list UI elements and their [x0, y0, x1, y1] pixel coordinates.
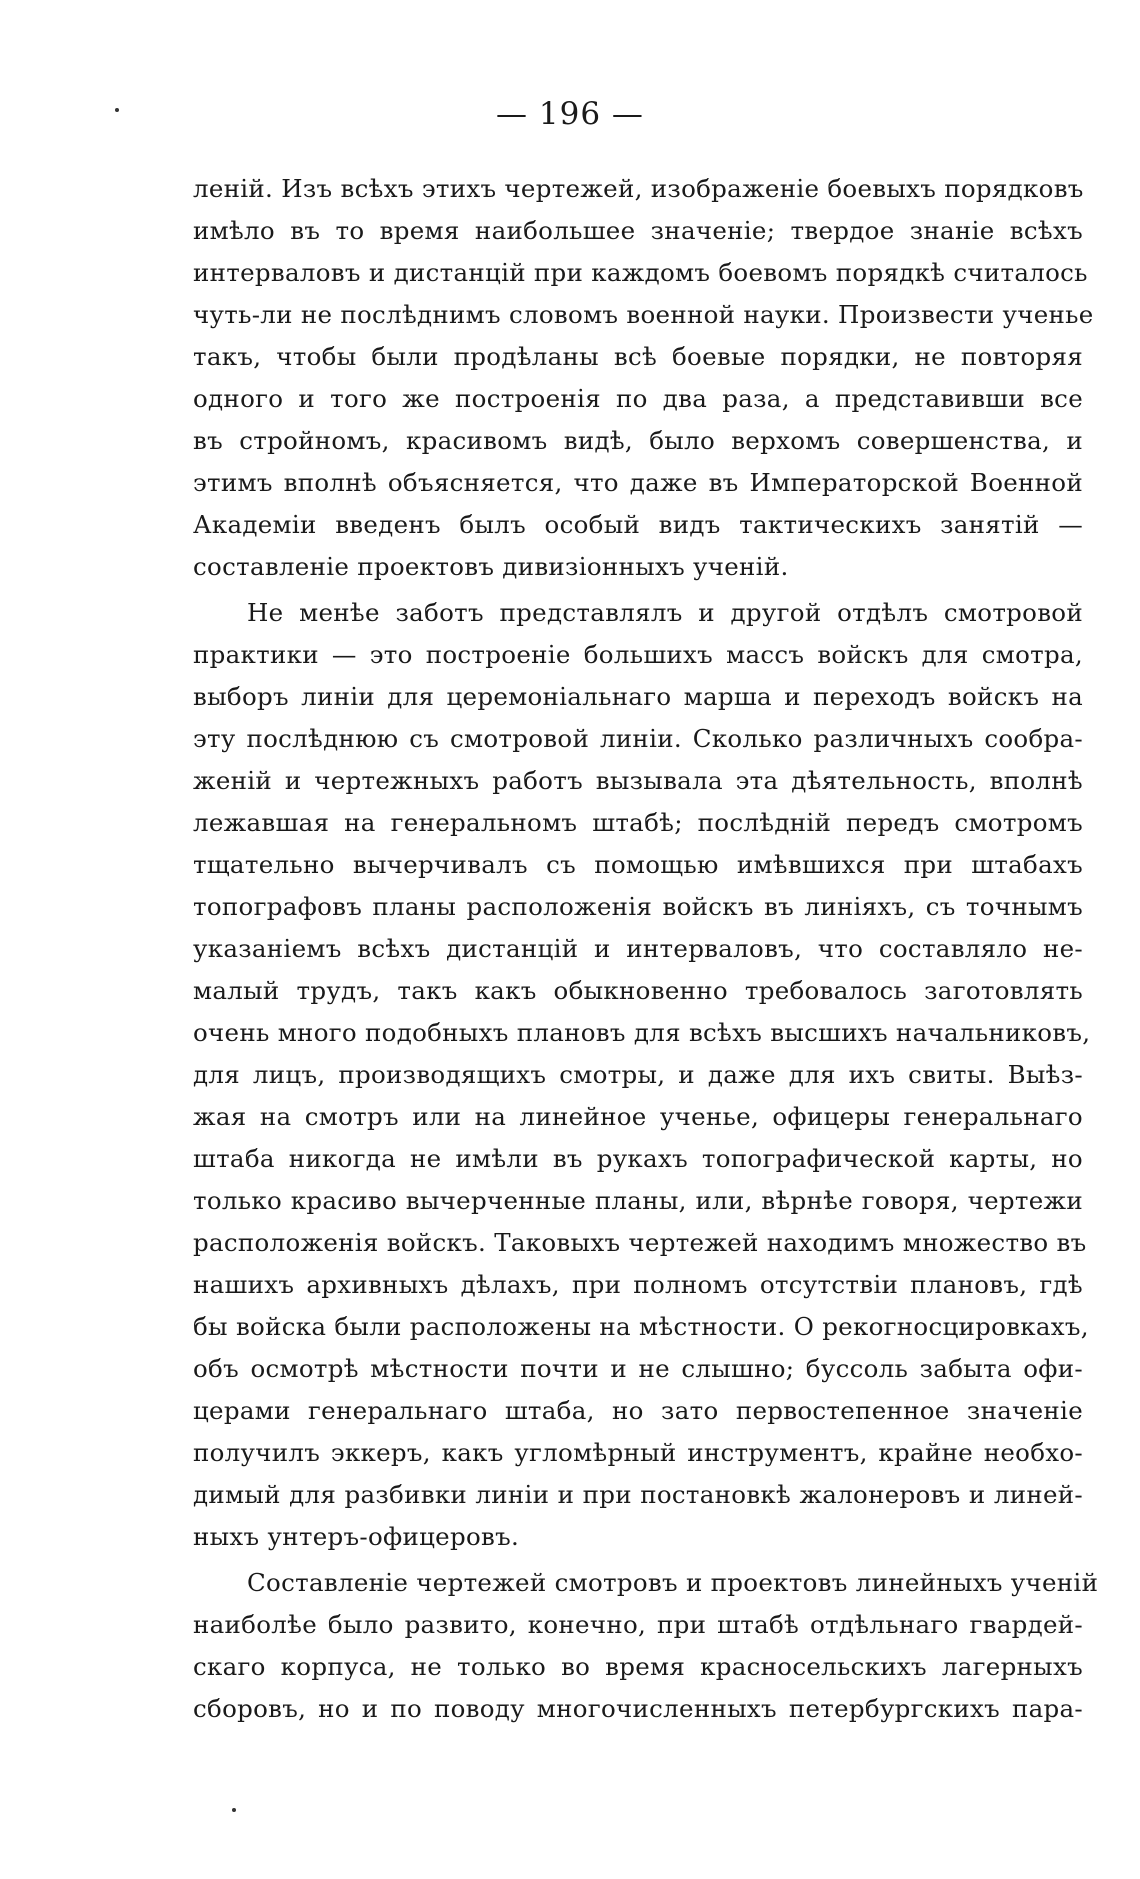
text-line: димый для разбивки линіи и при постановкѣ жалонеровъ и линей-: [193, 1480, 1083, 1509]
paragraph: [193, 592, 1091, 1558]
paragraph: [193, 1562, 1099, 1730]
text-line: указаніемъ всѣхъ дистанцій и интерваловъ, что составляло не-: [193, 934, 1083, 963]
body-text: [193, 168, 1099, 1730]
text-line: церами генеральнаго штаба, но зато первостепенное значеніе: [193, 1396, 1083, 1425]
text-line: чуть-ли не послѣднимъ словомъ военной науки. Произвести ученье: [193, 300, 1094, 329]
paragraph: [193, 168, 1094, 588]
text-line: наиболѣе было развито, конечно, при штабѣ отдѣльнаго гвардей-: [193, 1610, 1083, 1639]
text-line: Не менѣе заботъ представлялъ и другой отдѣлъ смотровой: [247, 598, 1083, 627]
text-line: топографовъ планы расположенія войскъ въ линіяхъ, съ точнымъ: [193, 892, 1083, 921]
text-line: Составленіе чертежей смотровъ и проектовъ линейныхъ ученій: [247, 1568, 1099, 1597]
text-line: такъ, чтобы были продѣланы всѣ боевые порядки, не повторяя: [193, 342, 1083, 371]
text-line: жая на смотръ или на линейное ученье, офицеры генеральнаго: [193, 1102, 1083, 1131]
text-line: въ стройномъ, красивомъ видѣ, было верхомъ совершенства, и: [193, 426, 1083, 455]
text-line: сборовъ, но и по поводу многочисленныхъ петербургскихъ пара-: [193, 1694, 1083, 1723]
text-line: малый трудъ, такъ какъ обыкновенно требовалось заготовлять: [193, 976, 1083, 1005]
text-line: скаго корпуса, не только во время красносельскихъ лагерныхъ: [193, 1652, 1083, 1681]
text-line: нашихъ архивныхъ дѣлахъ, при полномъ отсутствіи плановъ, гдѣ: [193, 1270, 1083, 1299]
text-line: женій и чертежныхъ работъ вызывала эта дѣятельность, вполнѣ: [193, 766, 1083, 795]
text-line: составленіе проектовъ дивизіонныхъ ученій.: [193, 552, 789, 581]
text-line: интерваловъ и дистанцій при каждомъ боевомъ порядкѣ считалось: [193, 258, 1088, 287]
text-line: леній. Изъ всѣхъ этихъ чертежей, изображеніе боевыхъ порядковъ: [193, 174, 1084, 203]
text-line: выборъ линіи для церемоніальнаго марша и переходъ войскъ на: [193, 682, 1083, 711]
text-line: эту послѣднюю съ смотровой линіи. Сколько различныхъ сообра-: [193, 724, 1083, 753]
text-line: одного и того же построенія по два раза, а представивши все: [193, 384, 1083, 413]
ink-speck: [232, 1808, 236, 1812]
text-line: для лицъ, производящихъ смотры, и даже для ихъ свиты. Выѣз-: [193, 1060, 1083, 1089]
text-line: бы войска были расположены на мѣстности. О рекогносцировкахъ,: [193, 1312, 1089, 1341]
text-line: очень много подобныхъ плановъ для всѣхъ высшихъ начальниковъ,: [193, 1018, 1091, 1047]
text-line: расположенія войскъ. Таковыхъ чертежей находимъ множество въ: [193, 1228, 1087, 1257]
text-line: только красиво вычерченные планы, или, вѣрнѣе говоря, чертежи: [193, 1186, 1083, 1215]
text-line: практики — это построеніе большихъ массъ войскъ для смотра,: [193, 640, 1083, 669]
text-line: лежавшая на генеральномъ штабѣ; послѣдній передъ смотромъ: [193, 808, 1083, 837]
text-line: этимъ вполнѣ объясняется, что даже въ Императорской Военной: [193, 468, 1083, 497]
text-line: объ осмотрѣ мѣстности почти и не слышно; буссоль забыта офи-: [193, 1354, 1083, 1383]
text-line: ныхъ унтеръ-офицеровъ.: [193, 1522, 520, 1551]
page-number: — 196 —: [496, 96, 644, 132]
text-line: Академіи введенъ былъ особый видъ тактическихъ занятій —: [193, 510, 1083, 539]
text-line: получилъ эккеръ, какъ угломѣрный инструментъ, крайне необхо-: [193, 1438, 1083, 1467]
text-line: тщательно вычерчивалъ съ помощью имѣвшихся при штабахъ: [193, 850, 1083, 879]
text-line: имѣло въ то время наибольшее значеніе; твердое знаніе всѣхъ: [193, 216, 1083, 245]
text-line: штаба никогда не имѣли въ рукахъ топографической карты, но: [193, 1144, 1083, 1173]
